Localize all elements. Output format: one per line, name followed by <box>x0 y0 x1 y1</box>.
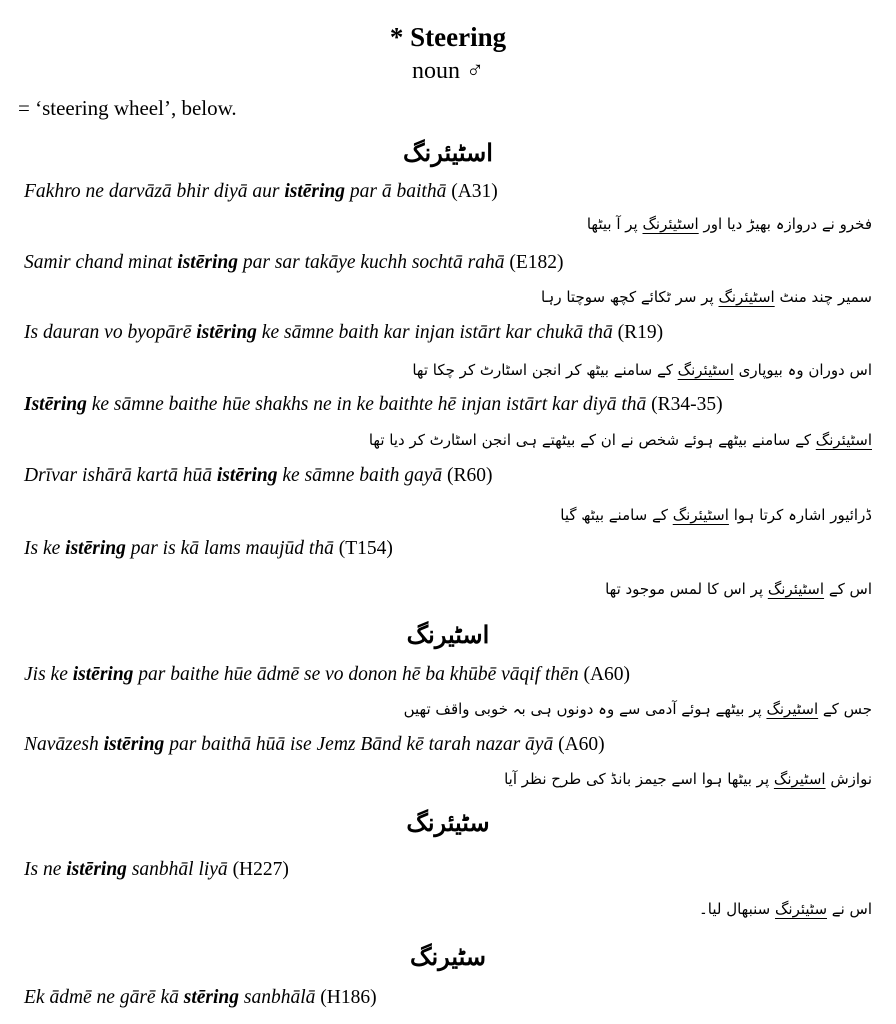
example-urdu <box>541 285 872 309</box>
keyword: istēring <box>284 181 346 202</box>
roman-text: Samir chand minat <box>24 252 178 273</box>
roman-text: par ā baithā <box>345 181 447 202</box>
roman-text: sanbhālā <box>239 987 316 1008</box>
roman-text: Is ke <box>24 538 66 559</box>
roman-text: par baithe hūe ādmē se vo donon hē ba khūbē vāqif thēn <box>133 664 579 685</box>
source-ref: (T154) <box>338 538 393 559</box>
example-urdu <box>404 697 872 721</box>
roman-text: Is dauran vo byopārē <box>24 322 197 343</box>
roman-text: Ek ādmē ne gārē kā <box>24 987 184 1008</box>
urdu-text: اس دوران وہ بیوپاری <box>733 361 872 379</box>
keyword: istēring <box>196 322 257 343</box>
urdu-text: ڈرائیور اشارہ کرتا ہوا <box>728 506 872 524</box>
roman-text: sanbhāl liyā <box>126 859 228 880</box>
example-urdu <box>369 428 872 452</box>
urdu-keyword: سٹیئرنگ <box>774 900 828 918</box>
roman-text: ke sāmne baithe hūe shakhs ne in ke baithte hē injan istārt kar diyā thā <box>86 394 647 415</box>
urdu-text: اس کے <box>824 580 872 598</box>
urdu-keyword: اسٹیئرنگ <box>767 580 825 598</box>
urdu-text: پر بیٹھا ہوا اسے جیمز بانڈ کی طرح نظر آیا <box>504 770 774 788</box>
urdu-text: کے سامنے بیٹھے ہوئے شخص نے ان کے بیٹھتے ہی انجن اسٹارٹ کر دیا تھا <box>368 431 816 449</box>
urdu-text: جس کے <box>818 700 872 718</box>
urdu-text: پر آ بیٹھا <box>586 215 643 233</box>
keyword: istēring <box>177 252 238 273</box>
example-roman <box>24 732 876 758</box>
example-roman <box>24 985 876 1011</box>
urdu-text: کے سامنے بیٹھ کر انجن اسٹارٹ کر چکا تھا <box>412 361 678 379</box>
entry-title: * Steering <box>389 22 507 52</box>
definition: = ‘steering wheel’, below. <box>18 96 237 120</box>
example-roman <box>24 250 876 276</box>
section-heading: سٹیرنگ <box>410 945 486 971</box>
urdu-text: کے سامنے بیٹھ گیا <box>560 506 673 524</box>
urdu-keyword: اسٹیئرنگ <box>672 506 729 524</box>
roman-text: ke sāmne baith gayā <box>277 465 443 486</box>
example-urdu <box>412 358 872 382</box>
example-urdu <box>699 897 872 921</box>
urdu-text: پر بیٹھے ہوئے آدمی سے وہ دونوں ہی بہ خوبی واقف تھیں <box>403 700 767 718</box>
source-ref: (R34-35) <box>651 394 723 415</box>
example-roman <box>24 536 876 562</box>
section-heading: اسٹیئرنگ <box>403 141 493 167</box>
roman-text: Drīvar ishārā kartā hūā <box>24 465 217 486</box>
source-ref: (H227) <box>232 859 289 880</box>
roman-text: Fakhro ne darvāzā bhir diyā aur <box>24 181 285 202</box>
example-roman <box>24 463 876 489</box>
source-ref: (E182) <box>509 252 564 273</box>
example-urdu <box>605 577 872 601</box>
urdu-keyword: اسٹیرنگ <box>766 700 819 718</box>
example-urdu <box>560 503 872 527</box>
source-ref: (R60) <box>447 465 493 486</box>
source-ref: (H186) <box>320 987 377 1008</box>
example-roman <box>24 179 876 205</box>
roman-text: Navāzesh <box>24 734 104 755</box>
keyword: stēring <box>183 987 239 1008</box>
example-roman <box>24 857 876 883</box>
urdu-text: فخرو نے دروازہ بھیڑ دیا اور <box>698 215 872 233</box>
example-urdu <box>504 767 872 791</box>
example-urdu <box>587 212 872 236</box>
section-heading: اسٹیرنگ <box>406 623 490 649</box>
source-ref: (R19) <box>617 322 664 343</box>
urdu-keyword: اسٹیئرنگ <box>642 215 699 233</box>
source-ref: (A31) <box>451 181 498 202</box>
roman-text: Is ne <box>24 859 67 880</box>
example-roman <box>24 662 876 688</box>
roman-text: ke sāmne baith kar injan istārt kar chukā thā <box>256 322 613 343</box>
roman-text: par is kā lams maujūd thā <box>125 538 334 559</box>
keyword: istēring <box>66 859 127 880</box>
roman-text: par sar takāye kuchh sochtā rahā <box>237 252 505 273</box>
keyword: Istēring <box>24 394 87 415</box>
roman-text: par baithā hūā ise Jemz Bānd kē tarah nazar āyā <box>164 734 554 755</box>
urdu-keyword: اسٹیئرنگ <box>718 288 775 306</box>
keyword: istēring <box>65 538 126 559</box>
urdu-text: پر اس کا لمس موجود تھا <box>605 580 768 598</box>
part-of-speech: noun ♂ <box>412 58 484 84</box>
urdu-text: پر سر ٹکائے کچھ سوچتا رہا <box>540 288 719 306</box>
urdu-keyword: اسٹیئرنگ <box>815 431 872 449</box>
urdu-keyword: اسٹیئرنگ <box>677 361 734 379</box>
source-ref: (A60) <box>558 734 605 755</box>
urdu-text: سنبھال لیا۔ <box>698 900 775 918</box>
urdu-text: سمیر چند منٹ <box>774 288 872 306</box>
urdu-text: نوازش <box>825 770 872 788</box>
keyword: istēring <box>216 465 278 486</box>
example-roman <box>24 320 876 346</box>
source-ref: (A60) <box>583 664 631 685</box>
keyword: istēring <box>103 734 165 755</box>
section-heading: سٹیئرنگ <box>406 811 490 837</box>
urdu-keyword: اسٹیرنگ <box>773 770 826 788</box>
example-roman <box>24 392 876 418</box>
keyword: istēring <box>72 664 134 685</box>
roman-text: Jis ke <box>24 664 73 685</box>
urdu-text: اس نے <box>827 900 872 918</box>
